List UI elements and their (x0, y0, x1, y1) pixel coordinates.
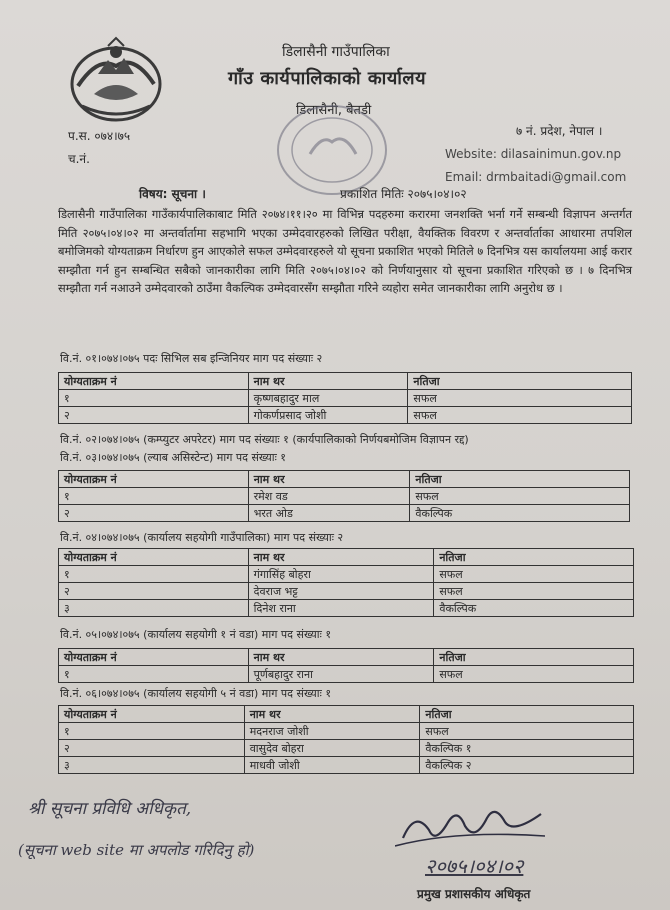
table-header-row (59, 706, 634, 723)
notice-body: डिलासैनी गाउँपालिका गाउँकार्यपालिकाबाट मिति २०७४।११।२० मा विभिन्न पदहरुमा करारमा जनशक्ति भर्ना गर्ने सम्बन्धी विज्ञापन अन्तर्गत मिति २०७५।०४।०२ मा अन्तर्वार्तामा सहभागि भएका उम्मेदवारहरुको लिखित परीक्षा, वैयक्तिक विवरण र अन्तर्वार्ताका आधारमा तपशिल बमोजिमको योग्यताक्रम निर्धारण हुन आएकोले सफल उम्मेदवारहरुले यो सूचना प्रकाशित भएको मितिले ७ दिनभित्र यस कार्यालयमा आई करार सम्झौता गर्न हुन सम्बन्धित सबैको जानकारीका लागि मिति २०७५।०४।०२ को निर्णयानुसार यो सूचना प्रकाशित गरिएको छ । ७ दिनभित्र सम्झौता गर्न नआउने उम्मेदवारको ठाउँमा वैकल्पिक उम्मेदवारसँग सम्झौता गरिने व्यहोरा समेत जानकारीका लागि अनुरोध छ । (58, 207, 632, 296)
table-header-row (59, 649, 634, 666)
table-header-row (59, 471, 630, 488)
signature-icon (395, 800, 545, 850)
result-table (58, 470, 630, 522)
name-cell: वासुदेव बोहरा (244, 740, 420, 757)
name-cell: माधवी जोशी (244, 757, 420, 774)
section-heading: वि.नं. ०५।०७४।०७५ (कार्यालय सहयोगी १ नं वडा) माग पद संख्याः १ (60, 628, 332, 641)
column-header-rank: योग्यताक्रम नं (59, 471, 249, 488)
province-label: ७ नं. प्रदेश, नेपाल । (516, 124, 603, 138)
column-header-name: नाम थर (244, 706, 420, 723)
table-header-row (59, 549, 634, 566)
section-heading: वि.नं. ०३।०७४।०७५ (ल्याब असिस्टेन्ट) माग पद संख्याः १ (60, 451, 287, 464)
email-text: Email: drmbaitadi@gmail.com (445, 170, 627, 184)
result-cell: वैकल्पिक २ (420, 757, 634, 774)
name-cell: गंगासिंह बोहरा (248, 566, 434, 583)
column-header-rank: योग्यताक्रम नं (59, 649, 249, 666)
handwritten-note-line1: श्री सूचना प्रविधि अधिकृत, (28, 799, 192, 819)
result-table (58, 372, 632, 424)
signatory-title: प्रमुख प्रशासकीय अधिकृत (417, 887, 531, 901)
column-header-name: नाम थर (248, 373, 408, 390)
table-row (59, 740, 634, 757)
section-heading: वि.नं. ०२।०७४।०७५ (कम्प्युटर अपरेटर) माग पद संख्याः १ (कार्यपालिकाको निर्णयबमोजिम विज्ञापन रद्द) (60, 433, 469, 446)
result-cell: वैकल्पिक (434, 600, 634, 617)
name-cell: मदनराज जोशी (244, 723, 420, 740)
name-cell: गोकर्णप्रसाद जोशी (248, 407, 408, 424)
result-cell: सफल (420, 723, 634, 740)
rank-cell: २ (59, 505, 249, 522)
result-table (58, 705, 634, 774)
column-header-result: नतिजा (434, 549, 634, 566)
result-table (58, 548, 634, 617)
column-header-result: नतिजा (420, 706, 634, 723)
section-heading: वि.नं. ०६।०७४।०७५ (कार्यालय सहयोगी ५ नं वडा) माग पद संख्याः १ (60, 687, 332, 700)
table-row (59, 666, 634, 683)
rank-cell: २ (59, 740, 245, 757)
rank-cell: १ (59, 390, 249, 407)
rank-cell: १ (59, 566, 249, 583)
table-row (59, 757, 634, 774)
column-header-rank: योग्यताक्रम नं (59, 706, 245, 723)
result-cell: सफल (408, 390, 632, 407)
rank-cell: १ (59, 666, 249, 683)
section-heading: वि.नं. ०१।०७४।०७५ पदः सिभिल सब इन्जिनियर माग पद संख्याः २ (60, 352, 323, 365)
column-header-result: नतिजा (434, 649, 634, 666)
table-row (59, 407, 632, 424)
result-cell: सफल (408, 407, 632, 424)
subject-line: विषय: सूचना । (139, 187, 206, 201)
rank-cell: २ (59, 583, 249, 600)
result-cell: सफल (434, 583, 634, 600)
table-row (59, 488, 630, 505)
table-row (59, 566, 634, 583)
table-row (59, 600, 634, 617)
column-header-result: नतिजा (410, 471, 630, 488)
result-cell: सफल (434, 666, 634, 683)
name-cell: पूर्णबहादुर राना (248, 666, 434, 683)
rank-cell: १ (59, 488, 249, 505)
result-cell: सफल (410, 488, 630, 505)
column-header-name: नाम थर (248, 649, 434, 666)
office-place: डिलासैनी, बैतडी (296, 103, 372, 118)
handwritten-date: २०७५।०४।०२ (425, 854, 524, 878)
result-cell: वैकल्पिक १ (420, 740, 634, 757)
table-row (59, 723, 634, 740)
result-table (58, 648, 634, 683)
office-title: गाँउ कार्यपालिकाको कार्यालय (228, 68, 427, 89)
column-header-name: नाम थर (248, 549, 434, 566)
website-text: Website: dilasainimun.gov.np (445, 147, 622, 161)
column-header-name: नाम थर (248, 471, 410, 488)
column-header-rank: योग्यताक्रम नं (59, 373, 249, 390)
handwritten-note-line2: (सूचना web site मा अपलोड गरिदिनु हो) (18, 841, 255, 859)
rank-cell: ३ (59, 600, 249, 617)
name-cell: भरत ओड (248, 505, 410, 522)
rank-cell: ३ (59, 757, 245, 774)
rank-cell: २ (59, 407, 249, 424)
office-name: डिलासैनी गाउँपालिका (282, 44, 390, 60)
name-cell: रमेश वड (248, 488, 410, 505)
government-emblem-icon (68, 36, 164, 124)
name-cell: दिनेश राना (248, 600, 434, 617)
section-heading: वि.नं. ०४।०७४।०७५ (कार्यालय सहयोगी गाउँपालिका) माग पद संख्याः २ (60, 531, 344, 544)
table-row (59, 390, 632, 407)
rank-cell: १ (59, 723, 245, 740)
reference-number: प.स. ०७४।७५ (68, 129, 131, 143)
table-row (59, 583, 634, 600)
column-header-rank: योग्यताक्रम नं (59, 549, 249, 566)
column-header-result: नतिजा (408, 373, 632, 390)
table-row (59, 505, 630, 522)
name-cell: कृष्णबहादुर माल (248, 390, 408, 407)
name-cell: देवराज भट्ट (248, 583, 434, 600)
dispatch-number: च.नं. (68, 152, 90, 166)
result-cell: सफल (434, 566, 634, 583)
published-date: प्रकाशित मितिः २०७५।०४।०२ (340, 187, 467, 201)
result-cell: वैकल्पिक (410, 505, 630, 522)
table-header-row (59, 373, 632, 390)
